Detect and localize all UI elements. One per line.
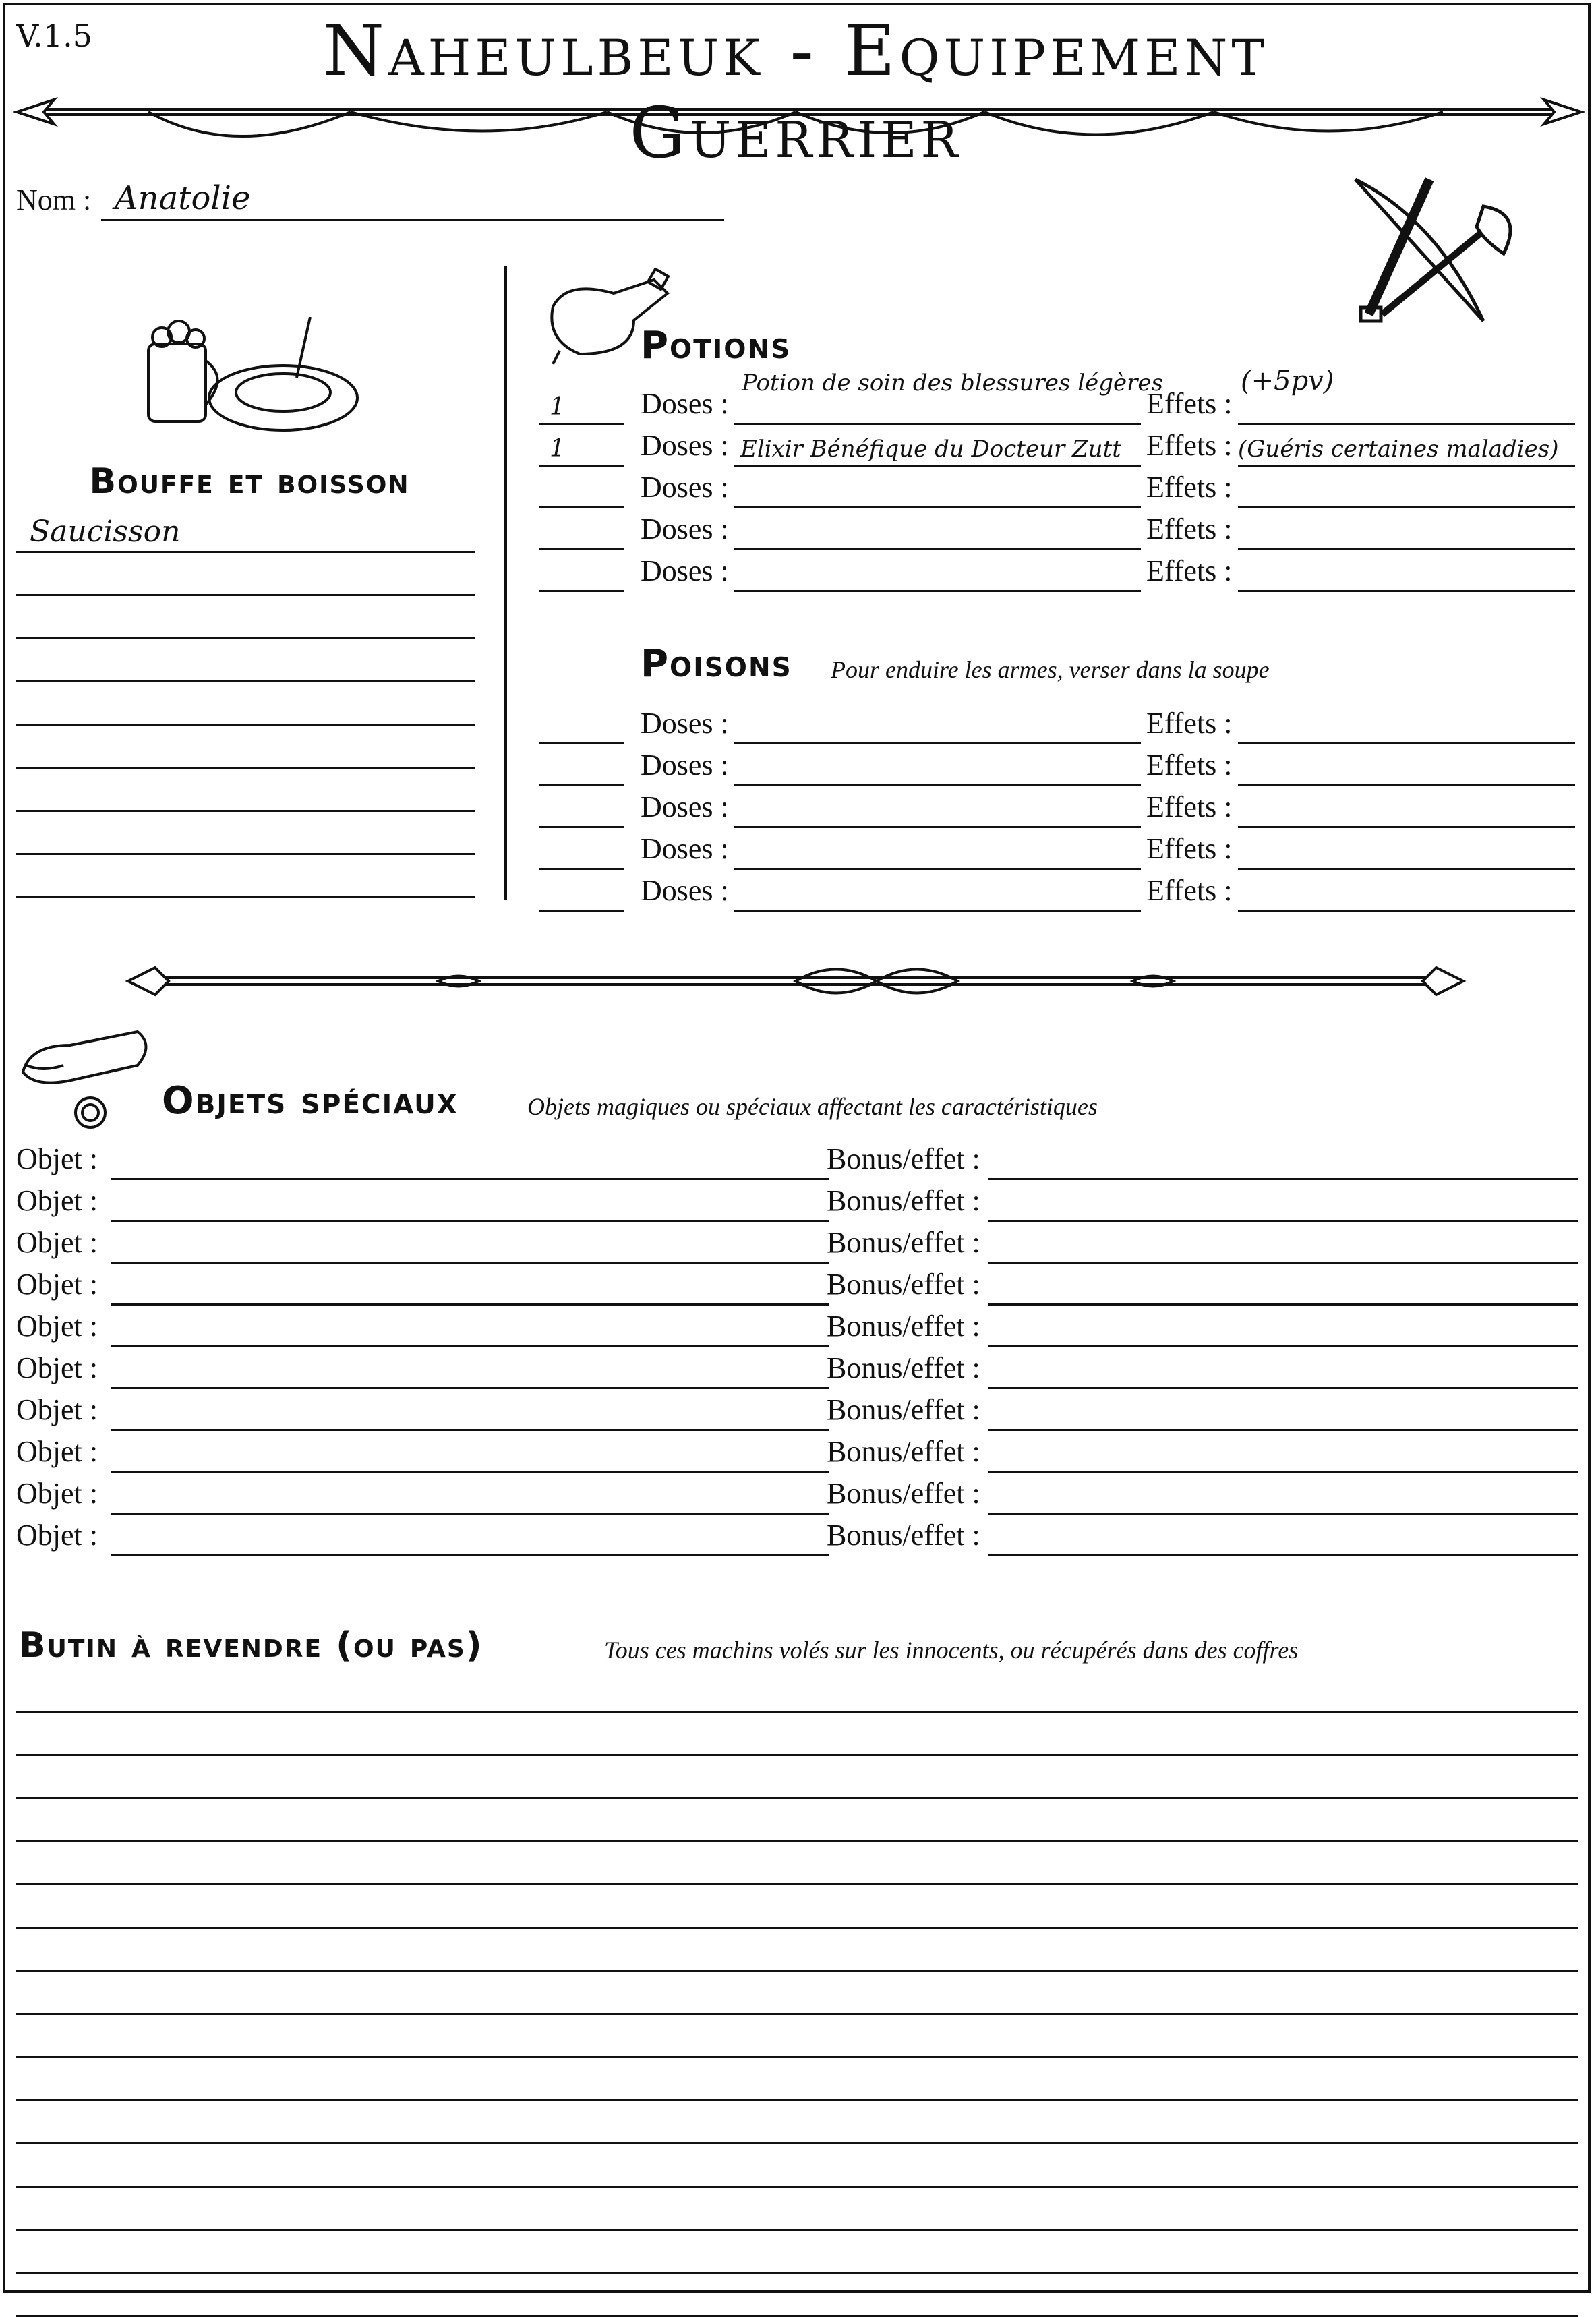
butin-line[interactable] xyxy=(16,1845,1578,1885)
objet-field[interactable] xyxy=(111,1178,829,1180)
butin-line[interactable] xyxy=(16,2104,1578,2144)
objet-label: Objet : xyxy=(16,1226,98,1259)
bonus-field[interactable] xyxy=(988,1387,1578,1389)
poisons-row xyxy=(539,746,1578,786)
butin-line[interactable] xyxy=(16,1759,1578,1799)
bonus-field[interactable] xyxy=(988,1220,1578,1222)
bonus-field[interactable] xyxy=(988,1471,1578,1473)
poisons-subtitle: Pour enduire les armes, verser dans la soupe xyxy=(831,656,1270,683)
butin-line[interactable] xyxy=(16,1974,1578,2015)
poisons-name-field[interactable] xyxy=(734,826,1141,828)
objet-row xyxy=(16,1474,1578,1515)
bouffe-value: Saucisson xyxy=(30,515,181,549)
bonus-label: Bonus/effet : xyxy=(827,1184,980,1217)
bonus-label: Bonus/effet : xyxy=(827,1351,980,1384)
objet-field[interactable] xyxy=(111,1387,829,1389)
potions-qty-field[interactable] xyxy=(539,423,624,425)
potions-qty-field[interactable] xyxy=(539,506,624,508)
bouffe-item[interactable] xyxy=(16,858,475,898)
bouffe-heading: Bouffe et boisson xyxy=(89,461,410,502)
poisons-row xyxy=(539,788,1578,828)
doses-label: Doses : xyxy=(641,874,729,907)
bouffe-item[interactable] xyxy=(16,599,475,639)
bouffe-line xyxy=(16,551,475,553)
bonus-field[interactable] xyxy=(988,1303,1578,1306)
effets-label: Effets : xyxy=(1146,832,1233,865)
butin-rule xyxy=(16,1711,1578,1713)
bouffe-item[interactable] xyxy=(16,556,475,596)
bonus-label: Bonus/effet : xyxy=(827,1519,980,1552)
bonus-field[interactable] xyxy=(988,1554,1578,1556)
poisons-name-field[interactable] xyxy=(734,784,1141,786)
potions-name-field[interactable] xyxy=(734,465,1141,467)
bouffe-line xyxy=(16,724,475,726)
objet-label: Objet : xyxy=(16,1184,98,1217)
butin-rule xyxy=(16,2229,1578,2231)
effets-label: Effets : xyxy=(1146,512,1233,546)
poisons-name-field[interactable] xyxy=(734,910,1141,912)
objet-row xyxy=(16,1307,1578,1347)
effets-label: Effets : xyxy=(1146,429,1233,462)
doses-label: Doses : xyxy=(641,790,729,823)
butin-rule xyxy=(16,1840,1578,1842)
poisons-name-field[interactable] xyxy=(734,868,1141,870)
bouffe-item[interactable] xyxy=(16,815,475,855)
nom-value: Anatolie xyxy=(115,179,251,217)
potions-row xyxy=(539,365,1578,425)
bonus-label: Bonus/effet : xyxy=(827,1226,980,1259)
nom-row xyxy=(16,181,711,221)
poisons-effect-field[interactable] xyxy=(1238,742,1575,744)
objet-field[interactable] xyxy=(111,1262,829,1264)
potions-effect-field[interactable] xyxy=(1238,423,1575,425)
doses-label: Doses : xyxy=(641,832,729,865)
effets-label: Effets : xyxy=(1146,707,1233,740)
bonus-field[interactable] xyxy=(988,1429,1578,1431)
butin-line[interactable] xyxy=(16,2277,1578,2317)
potions-effect: (+5pv) xyxy=(1241,365,1334,397)
bouffe-line xyxy=(16,767,475,769)
effets-label: Effets : xyxy=(1146,554,1233,587)
potions-name-field[interactable] xyxy=(734,423,1141,425)
poisons-qty-field[interactable] xyxy=(539,784,624,786)
potions-effect-field[interactable] xyxy=(1238,465,1575,467)
crossed-weapons-icon xyxy=(1328,159,1531,341)
potions-qty: 1 xyxy=(550,435,565,463)
bouffe-item[interactable] xyxy=(16,512,475,553)
butin-rule xyxy=(16,2056,1578,2058)
objet-row xyxy=(16,1265,1578,1306)
potions-effect-field[interactable] xyxy=(1238,548,1575,550)
bonus-field[interactable] xyxy=(988,1178,1578,1180)
poisons-effect-field[interactable] xyxy=(1238,826,1575,828)
potions-row xyxy=(539,468,1578,508)
potions-name-field[interactable] xyxy=(734,506,1141,508)
butin-rule xyxy=(16,2142,1578,2144)
butin-rule xyxy=(16,1970,1578,1972)
potions-qty-field[interactable] xyxy=(539,590,624,592)
objet-row xyxy=(16,1349,1578,1389)
objet-label: Objet : xyxy=(16,1268,98,1301)
objet-field[interactable] xyxy=(111,1220,829,1222)
objet-field[interactable] xyxy=(111,1471,829,1473)
bouffe-line xyxy=(16,680,475,682)
poisons-row xyxy=(539,829,1578,870)
objet-field[interactable] xyxy=(111,1429,829,1431)
butin-line[interactable] xyxy=(16,2233,1578,2274)
spear-divider-icon xyxy=(13,86,1585,147)
effets-label: Effets : xyxy=(1146,874,1233,907)
bonus-label: Bonus/effet : xyxy=(827,1435,980,1468)
objet-label: Objet : xyxy=(16,1477,98,1510)
potions-row xyxy=(539,510,1578,550)
poisons-row xyxy=(539,871,1578,912)
column-divider xyxy=(504,266,507,900)
doses-label: Doses : xyxy=(641,512,729,546)
bouffe-line xyxy=(16,853,475,855)
bonus-label: Bonus/effet : xyxy=(827,1310,980,1343)
poisons-qty-field[interactable] xyxy=(539,826,624,828)
bonus-field[interactable] xyxy=(988,1513,1578,1515)
doses-label: Doses : xyxy=(641,707,729,740)
bouffe-item[interactable] xyxy=(16,685,475,726)
poisons-name-field[interactable] xyxy=(734,742,1141,744)
effets-label: Effets : xyxy=(1146,749,1233,782)
butin-rule xyxy=(16,1797,1578,1799)
butin-subtitle: Tous ces machins volés sur les innocents, ou récupérés dans des coffres xyxy=(604,1637,1299,1664)
food-mug-plate-icon xyxy=(135,303,364,438)
butin-rule xyxy=(16,1927,1578,1929)
doses-label: Doses : xyxy=(641,554,729,587)
page-title: Naheulbeuk - Equipement Guerrier xyxy=(322,9,1269,174)
bonus-label: Bonus/effet : xyxy=(827,1477,980,1510)
butin-line[interactable] xyxy=(16,1715,1578,1756)
potions-row xyxy=(539,426,1578,467)
objet-field[interactable] xyxy=(111,1345,829,1347)
potions-row xyxy=(539,552,1578,592)
bouffe-line xyxy=(16,637,475,639)
scroll-ring-icon xyxy=(16,1025,158,1140)
poisons-row xyxy=(539,704,1578,744)
butin-line[interactable] xyxy=(16,2190,1578,2231)
doses-label: Doses : xyxy=(641,749,729,782)
butin-line[interactable] xyxy=(16,2018,1578,2058)
butin-rule xyxy=(16,2272,1578,2274)
butin-rule xyxy=(16,1883,1578,1885)
poisons-effect-field[interactable] xyxy=(1238,784,1575,786)
objet-label: Objet : xyxy=(16,1142,98,1175)
butin-line[interactable] xyxy=(16,2061,1578,2101)
poisons-effect-field[interactable] xyxy=(1238,910,1575,912)
objet-row xyxy=(16,1516,1578,1556)
potions-effect-field[interactable] xyxy=(1238,506,1575,508)
potions-effect: (Guéris certaines maladies) xyxy=(1238,436,1559,463)
objet-label: Objet : xyxy=(16,1351,98,1384)
nom-label: Nom : xyxy=(16,183,92,216)
effets-label: Effets : xyxy=(1146,387,1233,420)
objet-label: Objet : xyxy=(16,1310,98,1343)
butin-line[interactable] xyxy=(16,1888,1578,1929)
poisons-qty-field[interactable] xyxy=(539,742,624,744)
objet-field[interactable] xyxy=(111,1554,829,1556)
doses-label: Doses : xyxy=(641,471,729,504)
potions-qty-field[interactable] xyxy=(539,465,624,467)
objet-label: Objet : xyxy=(16,1435,98,1468)
bouffe-item[interactable] xyxy=(16,771,475,812)
bonus-field[interactable] xyxy=(988,1345,1578,1347)
objet-row xyxy=(16,1390,1578,1431)
objet-row xyxy=(16,1181,1578,1222)
butin-rule xyxy=(16,2013,1578,2015)
potions-name-field[interactable] xyxy=(734,590,1141,592)
butin-rule xyxy=(16,1754,1578,1756)
potions-name-field[interactable] xyxy=(734,548,1141,550)
potions-name: Elixir Bénéfique du Docteur Zutt xyxy=(740,436,1121,463)
bouffe-line xyxy=(16,896,475,898)
bonus-field[interactable] xyxy=(988,1262,1578,1264)
potions-qty-field[interactable] xyxy=(539,548,624,550)
poisons-effect-field[interactable] xyxy=(1238,868,1575,870)
butin-heading: Butin à revendre (ou pas) xyxy=(19,1625,483,1666)
objet-row xyxy=(16,1432,1578,1473)
objet-field[interactable] xyxy=(111,1303,829,1306)
potions-name: Potion de soin des blessures légères xyxy=(742,370,1163,397)
butin-line[interactable] xyxy=(16,1672,1578,1713)
objets-heading: Objets spéciaux xyxy=(162,1079,459,1123)
butin-rule xyxy=(16,2099,1578,2101)
objets-subtitle: Objets magiques ou spéciaux affectant les caractéristiques xyxy=(527,1093,1098,1120)
objet-label: Objet : xyxy=(16,1393,98,1426)
bouffe-item[interactable] xyxy=(16,642,475,682)
effets-label: Effets : xyxy=(1146,790,1233,823)
butin-line[interactable] xyxy=(16,2147,1578,2188)
butin-rule xyxy=(16,2186,1578,2188)
bouffe-line xyxy=(16,810,475,812)
objet-row xyxy=(16,1223,1578,1264)
version-label: V.1.5 xyxy=(16,18,92,54)
bonus-label: Bonus/effet : xyxy=(827,1268,980,1301)
poisons-qty-field[interactable] xyxy=(539,868,624,870)
bouffe-line xyxy=(16,594,475,596)
bouffe-item[interactable] xyxy=(16,728,475,769)
potions-heading: Potions xyxy=(641,324,792,368)
butin-line[interactable] xyxy=(16,1931,1578,1972)
nom-field[interactable] xyxy=(101,219,724,221)
bonus-label: Bonus/effet : xyxy=(827,1393,980,1426)
effets-label: Effets : xyxy=(1146,471,1233,504)
poisons-qty-field[interactable] xyxy=(539,910,624,912)
potions-effect-field[interactable] xyxy=(1238,590,1575,592)
objet-field[interactable] xyxy=(111,1513,829,1515)
bonus-label: Bonus/effet : xyxy=(827,1142,980,1175)
objet-row xyxy=(16,1140,1578,1180)
doses-label: Doses : xyxy=(641,387,729,420)
objet-label: Objet : xyxy=(16,1519,98,1552)
poisons-heading: Poisons xyxy=(641,642,792,686)
butin-line[interactable] xyxy=(16,1802,1578,1842)
potions-qty: 1 xyxy=(550,393,565,421)
staff-divider-icon xyxy=(121,958,1470,1005)
doses-label: Doses : xyxy=(641,429,729,462)
